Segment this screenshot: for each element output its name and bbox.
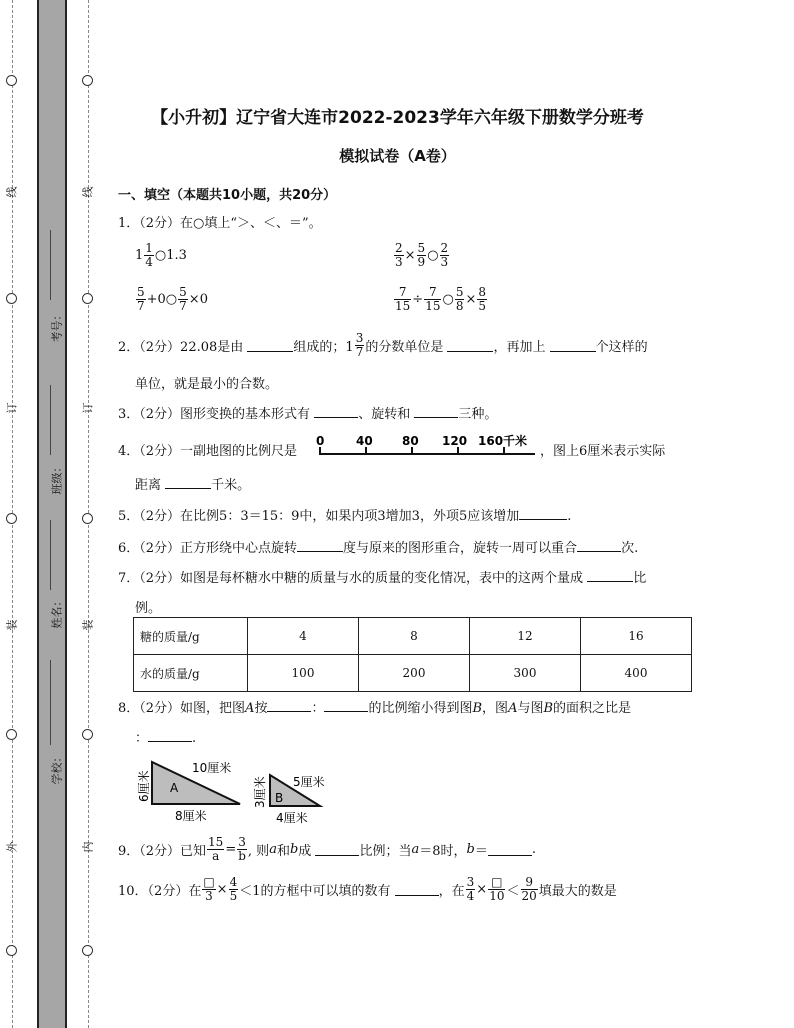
- table-cell: 水的质量/g: [134, 655, 248, 692]
- triangle-a-height-label: 6厘米: [137, 770, 151, 802]
- comparison-circle[interactable]: +0○: [146, 292, 178, 307]
- fraction: $\frac{1}{4}$: [145, 241, 153, 269]
- binding-hole: [6, 75, 17, 86]
- comparison-circle[interactable]: ○1.3: [154, 248, 187, 263]
- question-3: 3．（2分）图形变换的基本形式有 、旋转和 三种。: [118, 407, 498, 422]
- binding-hole: [6, 729, 17, 740]
- binding-hole: [82, 729, 93, 740]
- fraction: $\frac{7}{15}$: [395, 285, 411, 313]
- scale-label-160: 160千米: [478, 434, 528, 448]
- binding-hole: [6, 513, 17, 524]
- triangle-b-base-label: 4厘米: [276, 811, 308, 825]
- fraction: $\frac{5}{7}$: [179, 285, 187, 313]
- fraction: $\frac{2}{3}$: [395, 241, 403, 269]
- scale-label-40: 40: [356, 434, 373, 448]
- q1-item-d: $\frac{7}{15}$ ÷ $\frac{7}{15}$ ○ $\frac{5}{8}$ × $\frac{8}{5}$: [395, 285, 486, 313]
- binding-gutter: [0, 0, 100, 1028]
- field-exam-number: 考号：: [50, 309, 64, 343]
- triangles-figure: [130, 758, 340, 828]
- class-line[interactable]: [50, 385, 51, 455]
- fraction: $\frac{2}{3}$: [440, 241, 449, 269]
- school-line[interactable]: [50, 660, 51, 745]
- fraction: $\frac{3}{4}$: [466, 875, 475, 903]
- answer-blank[interactable]: [488, 843, 532, 856]
- fraction: $\frac{3}{b}$: [238, 835, 246, 863]
- table-cell: 300: [470, 655, 581, 692]
- table-cell: 糖的质量/g: [134, 618, 248, 655]
- table-cell: 4: [248, 618, 359, 655]
- exam-title: 【小升初】辽宁省大连市2022-2023学年六年级下册数学分班考: [151, 108, 644, 128]
- section-heading: 一、填空（本题共10小题，共20分）: [118, 188, 337, 203]
- fraction: $\frac{5}{8}$: [455, 285, 464, 313]
- binding-hole: [82, 945, 93, 956]
- fraction-with-box: $\frac{□}{10}$: [489, 875, 505, 903]
- question-8: 8．（2分）如图，把图A按 ： 的比例缩小得到图B，图A与图B的面积之比是: [118, 701, 632, 716]
- question-8-line2: ： .: [135, 731, 197, 746]
- q1-item-c: $\frac{5}{7}$ +0○ $\frac{5}{7}$ ×0: [137, 285, 208, 313]
- comparison-circle[interactable]: ○: [442, 292, 454, 307]
- triangle-b-height-label: 3厘米: [253, 776, 267, 808]
- scale-label-120: 120: [442, 434, 468, 448]
- fraction: $\frac{9}{20}$: [521, 875, 537, 903]
- whole-number: 1: [135, 248, 144, 263]
- scale-label-0: 0: [316, 434, 325, 448]
- fraction: $\frac{5}{7}$: [137, 285, 145, 313]
- map-scale-bar: [315, 433, 540, 461]
- fraction: $\frac{15}{a}$: [208, 835, 224, 863]
- question-4-part1: 4．（2分）一副地图的比例尺是: [118, 444, 298, 459]
- exam-number-line[interactable]: [50, 230, 51, 300]
- answer-blank[interactable]: [587, 569, 633, 582]
- scale-label-80: 80: [402, 434, 419, 448]
- answer-blank[interactable]: [315, 843, 359, 856]
- binding-hole: [82, 293, 93, 304]
- answer-blank[interactable]: [165, 476, 211, 489]
- question-1: 1．（2分）在○填上“＞、＜、＝”。: [118, 216, 322, 231]
- fraction: $\frac{7}{15}$: [425, 285, 441, 313]
- answer-blank[interactable]: [247, 339, 293, 352]
- fraction: $\frac{8}{5}$: [478, 285, 486, 313]
- triangle-a-hyp-label: 10厘米: [192, 761, 232, 775]
- gray-binding-band: [37, 0, 67, 1028]
- triangle-b-label: B: [275, 791, 284, 805]
- table-row: [134, 618, 692, 655]
- table-cell: 12: [470, 618, 581, 655]
- question-10: 10．（2分）在 $\frac{□}{3}$ × $\frac{4}{5}$ ＜1的方框中可以填的数有 ，在 $\frac{3}{4}$ × $\frac{□}{10}$ ＜ $\frac{9}{20}$ 填最大的数是: [118, 875, 617, 903]
- answer-blank[interactable]: [577, 539, 621, 552]
- answer-blank[interactable]: [414, 405, 458, 418]
- inner-label: 内: [81, 841, 95, 853]
- answer-blank[interactable]: [519, 507, 567, 520]
- box-icon: □: [203, 875, 215, 889]
- answer-blank[interactable]: [447, 339, 493, 352]
- question-4-part2: ，图上6厘米表示实际: [540, 444, 666, 459]
- table-cell: 400: [581, 655, 692, 692]
- q1-item-a: [135, 242, 187, 269]
- field-class: 班级：: [50, 461, 64, 495]
- question-2-line2: 单位，就是最小的合数。: [135, 377, 279, 392]
- binding-hole: [82, 75, 93, 86]
- binding-hole: [6, 945, 17, 956]
- answer-blank[interactable]: [324, 699, 368, 712]
- fraction: $\frac{5}{9}$: [417, 241, 426, 269]
- question-4-line2: 距离 千米。: [135, 478, 251, 493]
- field-name: 姓名：: [50, 595, 64, 629]
- triangle-a-label: A: [170, 781, 179, 795]
- table-cell: 100: [248, 655, 359, 692]
- question-7: 7．（2分）如图是每杯糖水中糖的质量与水的质量的变化情况，表中的这两个量成 比: [118, 571, 647, 586]
- question-5: 5．（2分）在比例5：3＝15：9中，如果内项3增加3，外项5应该增加 .: [118, 509, 572, 524]
- table-row: [134, 655, 692, 692]
- question-6: 6．（2分）正方形绕中心点旋转 度与原来的图形重合，旋转一周可以重合 次.: [118, 541, 639, 556]
- question-9: 9．（2分）已知 $\frac{15}{a}$ = $\frac{3}{b}$ , 则a和b成 比例；当a＝8时，b＝ .: [118, 835, 536, 863]
- name-line[interactable]: [50, 520, 51, 590]
- inner-label: 装: [81, 619, 95, 631]
- inner-label: 订: [81, 402, 95, 414]
- answer-blank[interactable]: [314, 405, 358, 418]
- triangle-a-base-label: 8厘米: [175, 809, 207, 823]
- answer-blank[interactable]: [297, 539, 343, 552]
- outer-label: 线: [5, 186, 19, 198]
- exam-subtitle: 模拟试卷（A卷）: [339, 147, 456, 165]
- fraction: $\frac{3}{7}$: [355, 331, 364, 359]
- fraction-with-box: $\frac{□}{3}$: [203, 875, 215, 903]
- answer-blank[interactable]: [267, 699, 311, 712]
- answer-blank[interactable]: [395, 883, 439, 896]
- table-cell: 200: [359, 655, 470, 692]
- fraction: $\frac{4}{5}$: [229, 875, 238, 903]
- table-cell: 16: [581, 618, 692, 655]
- answer-blank[interactable]: [148, 729, 192, 742]
- table-cell: 8: [359, 618, 470, 655]
- comparison-circle[interactable]: ○: [427, 248, 439, 263]
- question-7-line2: 例。: [135, 601, 162, 616]
- triangle-b-hyp-label: 5厘米: [293, 775, 325, 789]
- box-icon: □: [488, 876, 505, 890]
- outer-label: 装: [5, 619, 19, 631]
- outer-label: 订: [5, 402, 19, 414]
- question-2: 2．（2分）22.08是由 组成的；1 $\frac{3}{7}$ 的分数单位是 ，再加上 个这样的: [118, 331, 648, 359]
- field-school: 学校：: [50, 751, 64, 785]
- answer-blank[interactable]: [550, 339, 596, 352]
- binding-hole: [82, 513, 93, 524]
- outer-label: 外: [5, 841, 19, 853]
- sugar-water-table: [133, 617, 692, 692]
- binding-hole: [6, 293, 17, 304]
- inner-label: 线: [81, 186, 95, 198]
- q1-item-b: $\frac{2}{3}$ × $\frac{5}{9}$ ○ $\frac{2}{3}$: [395, 241, 449, 269]
